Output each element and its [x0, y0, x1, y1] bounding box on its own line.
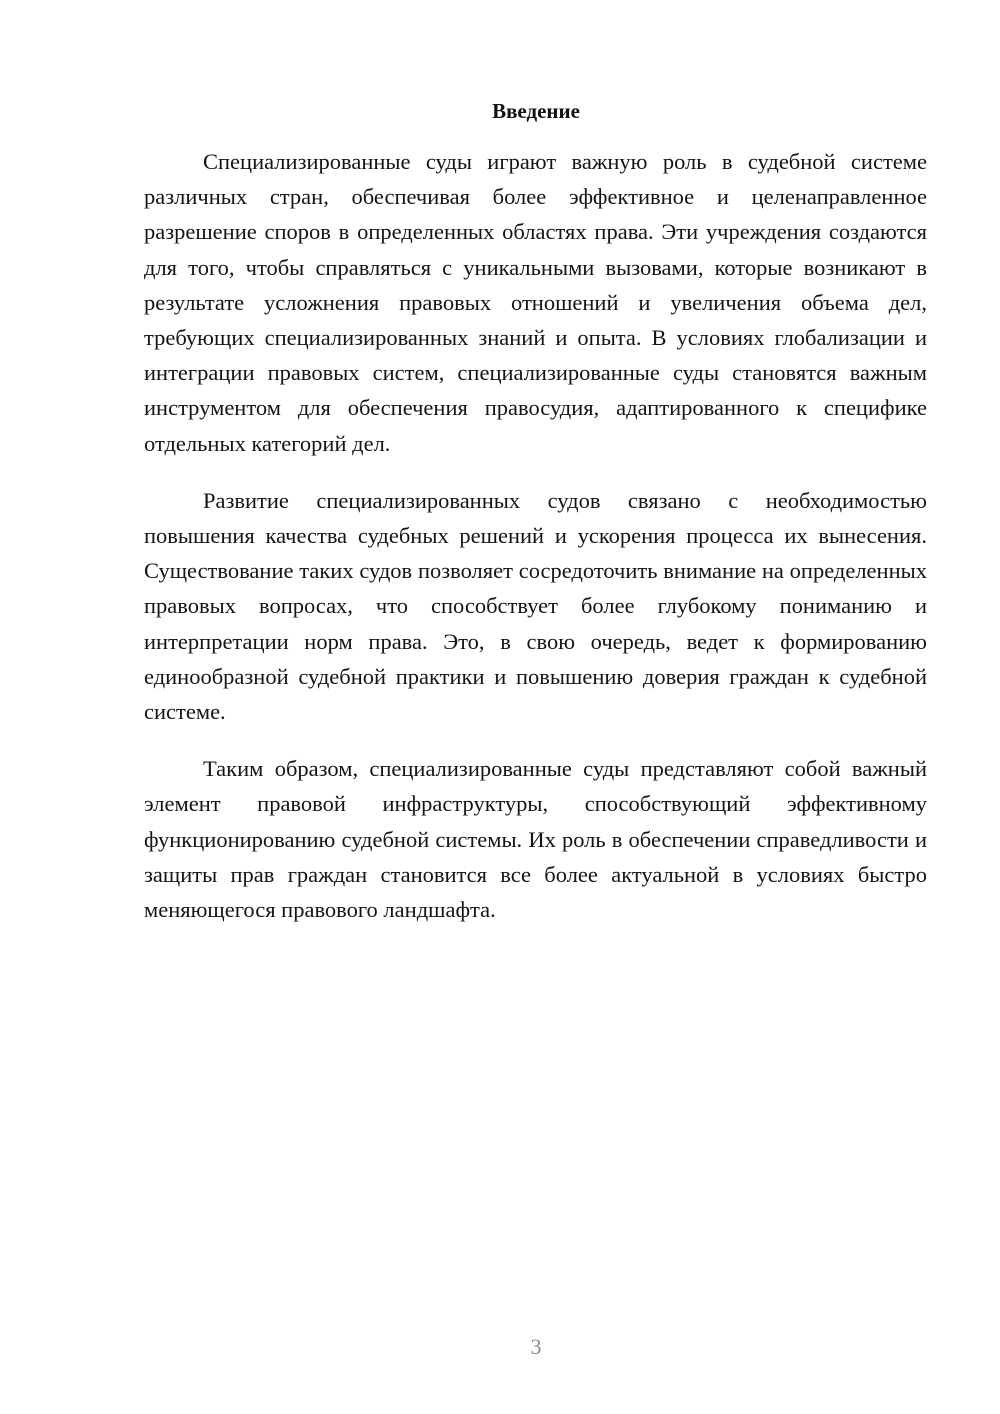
page-number: 3	[530, 1334, 542, 1359]
paragraph-2: Развитие специализированных судов связано с необходимостью повышения качества судебных решений и ускорения процесса их вынесения. Существование таких судов позволяет сосредоточить внимание на определенных правовых вопросах, что способствует более глубокому пониманию и интерпретации норм права. Это, в свою очередь, ведет к формированию единообразной судебной практики и повышению доверия граждан к судебной системе.	[144, 487, 927, 725]
section-heading: Введение	[492, 99, 580, 123]
paragraph-1: Специализированные суды играют важную роль в судебной системе различных стран, обеспечивая более эффективное и целенаправленное разрешение споров в определенных областях права. Эти учреждения создаются для того, чтобы справляться с уникальными вызовами, которые возникают в результате усложнения правовых отношений и увеличения объема дел, требующих специализированных знаний и опыта. В условиях глобализации и интеграции правовых систем, специализированные суды становятся важным инструментом для обеспечения правосудия, адаптированного к специфике отдельных категорий дел.	[144, 149, 927, 456]
paragraph-3: Таким образом, специализированные суды представляют собой важный элемент правовой инфраструктуры, способствующий эффективному функционированию судебной системы. Их роль в обеспечении справедливости и защиты прав граждан становится все более актуальной в условиях быстро меняющегося правового ландшафта.	[144, 756, 927, 923]
body-text	[144, 144, 927, 949]
